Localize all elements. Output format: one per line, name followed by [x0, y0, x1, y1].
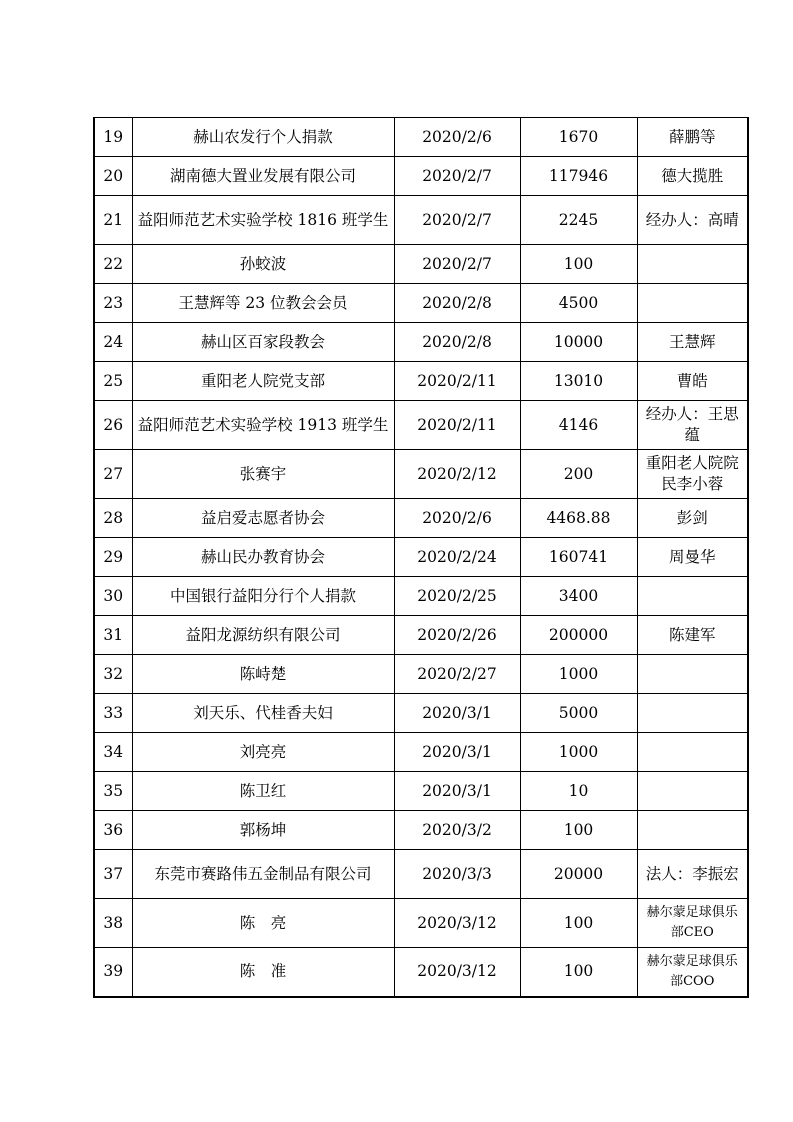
donation-note	[637, 733, 748, 772]
table-row	[94, 899, 748, 948]
donation-note: 王慧辉	[637, 323, 748, 362]
row-number: 22	[94, 245, 132, 284]
donation-amount: 10000	[520, 323, 637, 362]
table-row	[94, 948, 748, 997]
table-row	[94, 157, 748, 196]
donation-note: 周曼华	[637, 538, 748, 577]
table-row	[94, 401, 748, 450]
donor-name: 东莞市赛路伟五金制品有限公司	[132, 850, 394, 899]
donation-date: 2020/2/8	[394, 284, 520, 323]
table-row	[94, 772, 748, 811]
table-row	[94, 196, 748, 245]
table-row	[94, 577, 748, 616]
row-number: 25	[94, 362, 132, 401]
row-number: 38	[94, 899, 132, 948]
donation-amount: 4500	[520, 284, 637, 323]
donation-date: 2020/2/7	[394, 196, 520, 245]
donation-note: 德大揽胜	[637, 157, 748, 196]
donation-amount: 20000	[520, 850, 637, 899]
donation-date: 2020/2/11	[394, 401, 520, 450]
donor-name: 赫山民办教育协会	[132, 538, 394, 577]
donation-date: 2020/2/25	[394, 577, 520, 616]
table-row	[94, 538, 748, 577]
row-number: 35	[94, 772, 132, 811]
donation-date: 2020/3/3	[394, 850, 520, 899]
donor-name: 湖南德大置业发展有限公司	[132, 157, 394, 196]
row-number: 27	[94, 450, 132, 499]
table-row	[94, 616, 748, 655]
donation-note: 陈建军	[637, 616, 748, 655]
row-number: 34	[94, 733, 132, 772]
donor-name: 益阳龙源纺织有限公司	[132, 616, 394, 655]
row-number: 30	[94, 577, 132, 616]
table-row	[94, 323, 748, 362]
donation-note	[637, 694, 748, 733]
donation-note: 赫尔蒙足球俱乐部CEO	[637, 899, 748, 948]
donor-name: 陈峙楚	[132, 655, 394, 694]
donation-amount: 117946	[520, 157, 637, 196]
table-row	[94, 694, 748, 733]
donation-note: 经办人：王思蕴	[637, 401, 748, 450]
donation-amount: 100	[520, 245, 637, 284]
table-row	[94, 733, 748, 772]
table-row	[94, 850, 748, 899]
donation-date: 2020/2/26	[394, 616, 520, 655]
donation-amount: 100	[520, 899, 637, 948]
donation-note	[637, 655, 748, 694]
donation-amount: 4146	[520, 401, 637, 450]
donation-note	[637, 577, 748, 616]
donation-date: 2020/2/24	[394, 538, 520, 577]
row-number: 21	[94, 196, 132, 245]
donation-date: 2020/3/12	[394, 948, 520, 997]
donation-amount: 4468.88	[520, 499, 637, 538]
donor-name: 赫山区百家段教会	[132, 323, 394, 362]
donation-amount: 1000	[520, 733, 637, 772]
donation-note: 赫尔蒙足球俱乐部COO	[637, 948, 748, 997]
row-number: 33	[94, 694, 132, 733]
donation-amount: 2245	[520, 196, 637, 245]
table-row	[94, 245, 748, 284]
donation-date: 2020/3/12	[394, 899, 520, 948]
row-number: 31	[94, 616, 132, 655]
donation-amount: 13010	[520, 362, 637, 401]
donation-note: 经办人：高晴	[637, 196, 748, 245]
row-number: 37	[94, 850, 132, 899]
donation-date: 2020/2/6	[394, 118, 520, 157]
table-row	[94, 450, 748, 499]
donor-name: 益启爱志愿者协会	[132, 499, 394, 538]
donation-note: 重阳老人院院民李小蓉	[637, 450, 748, 499]
donation-amount: 200	[520, 450, 637, 499]
table-row	[94, 811, 748, 850]
donation-table	[93, 117, 749, 998]
donation-amount: 100	[520, 811, 637, 850]
table-row	[94, 284, 748, 323]
donation-note: 曹皓	[637, 362, 748, 401]
donation-amount: 10	[520, 772, 637, 811]
row-number: 26	[94, 401, 132, 450]
row-number: 24	[94, 323, 132, 362]
donation-date: 2020/3/1	[394, 694, 520, 733]
donor-name: 陈卫红	[132, 772, 394, 811]
row-number: 20	[94, 157, 132, 196]
row-number: 39	[94, 948, 132, 997]
donation-amount: 3400	[520, 577, 637, 616]
donor-name: 刘亮亮	[132, 733, 394, 772]
table-row	[94, 118, 748, 157]
donation-date: 2020/2/11	[394, 362, 520, 401]
donation-note	[637, 811, 748, 850]
donation-note: 彭剑	[637, 499, 748, 538]
row-number: 32	[94, 655, 132, 694]
donor-name: 益阳师范艺术实验学校 1816 班学生	[132, 196, 394, 245]
donation-date: 2020/2/6	[394, 499, 520, 538]
donation-note: 法人：李振宏	[637, 850, 748, 899]
donation-amount: 1670	[520, 118, 637, 157]
row-number: 29	[94, 538, 132, 577]
donor-name: 赫山农发行个人捐款	[132, 118, 394, 157]
donor-name: 刘天乐、代桂香夫妇	[132, 694, 394, 733]
donor-name: 陈 准	[132, 948, 394, 997]
donation-note	[637, 284, 748, 323]
donor-name: 益阳师范艺术实验学校 1913 班学生	[132, 401, 394, 450]
donation-date: 2020/2/12	[394, 450, 520, 499]
donor-name: 王慧辉等 23 位教会会员	[132, 284, 394, 323]
donation-note	[637, 245, 748, 284]
donation-date: 2020/2/7	[394, 157, 520, 196]
table-row	[94, 655, 748, 694]
donation-amount: 1000	[520, 655, 637, 694]
donation-date: 2020/2/8	[394, 323, 520, 362]
donation-date: 2020/3/1	[394, 733, 520, 772]
donor-name: 郭杨坤	[132, 811, 394, 850]
donation-amount: 5000	[520, 694, 637, 733]
donation-note: 薛鹏等	[637, 118, 748, 157]
donor-name: 中国银行益阳分行个人捐款	[132, 577, 394, 616]
donation-amount: 100	[520, 948, 637, 997]
row-number: 19	[94, 118, 132, 157]
donor-name: 孙蛟波	[132, 245, 394, 284]
row-number: 28	[94, 499, 132, 538]
donation-date: 2020/3/1	[394, 772, 520, 811]
donation-date: 2020/3/2	[394, 811, 520, 850]
donation-note	[637, 772, 748, 811]
donation-date: 2020/2/7	[394, 245, 520, 284]
table-row	[94, 362, 748, 401]
donor-name: 重阳老人院党支部	[132, 362, 394, 401]
donation-date: 2020/2/27	[394, 655, 520, 694]
row-number: 23	[94, 284, 132, 323]
donation-amount: 200000	[520, 616, 637, 655]
donor-name: 陈 亮	[132, 899, 394, 948]
row-number: 36	[94, 811, 132, 850]
donor-name: 张赛宇	[132, 450, 394, 499]
table-row	[94, 499, 748, 538]
donation-amount: 160741	[520, 538, 637, 577]
